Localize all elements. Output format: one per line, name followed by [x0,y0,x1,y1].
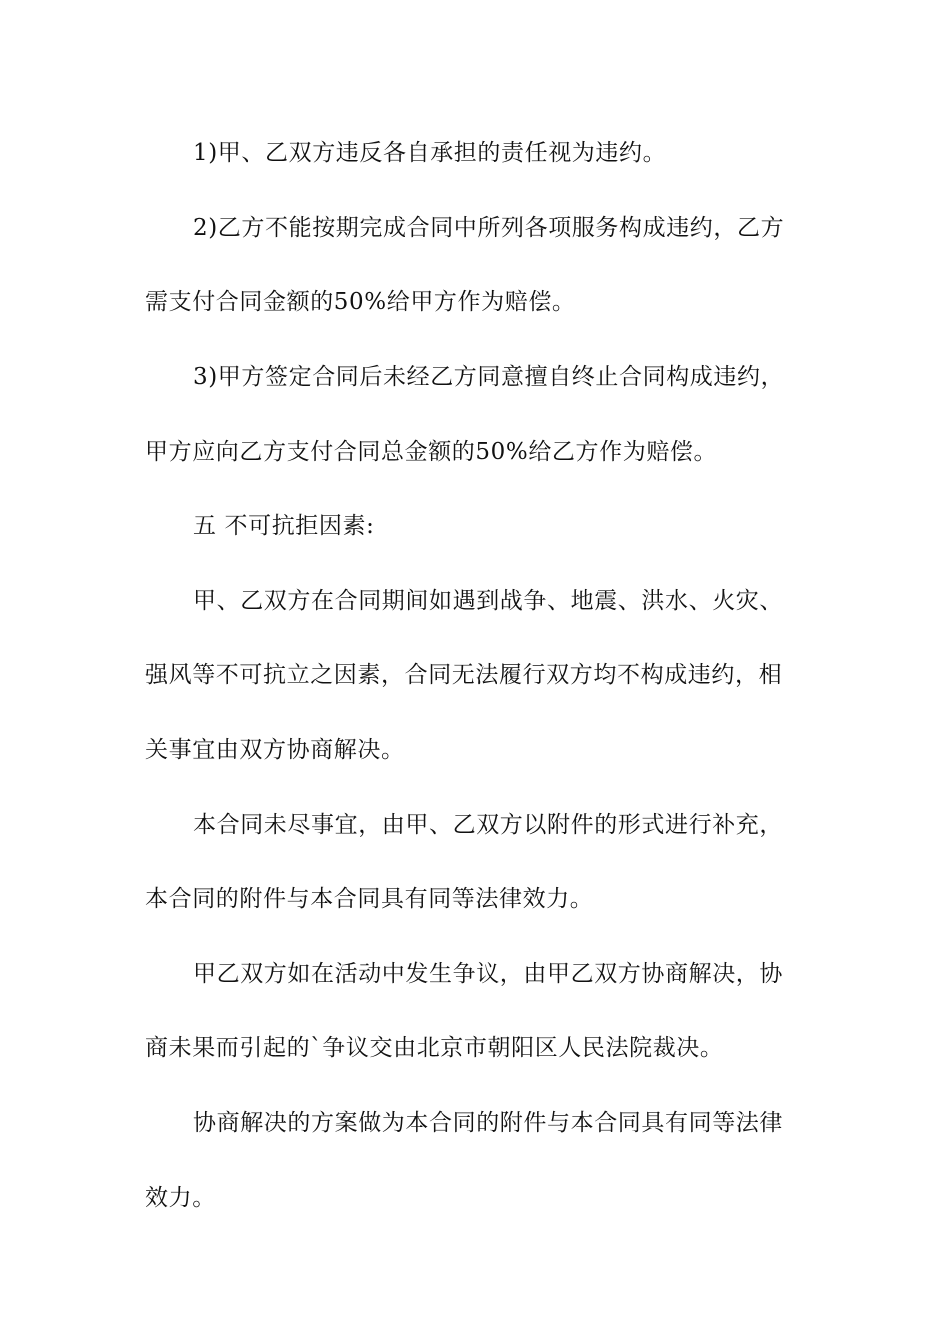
paragraph-5-line-3: 关事宜由双方协商解决。 [145,737,405,763]
paragraph-3-line-2: 甲方应向乙方支付合同总金额的50%给乙方作为赔偿。 [145,439,718,465]
paragraph-7-line-1: 甲乙双方如在活动中发生争议，由甲乙双方协商解决，协 [193,961,783,987]
paragraph-1-line-1: 1)甲、乙双方违反各自承担的责任视为违约。 [193,140,667,166]
paragraph-5-line-1: 甲、乙双方在合同期间如遇到战争、地震、洪水、火灾、 [193,588,783,614]
paragraph-8-line-1: 协商解决的方案做为本合同的附件与本合同具有同等法律 [193,1110,783,1136]
paragraph-7-line-2: 商未果而引起的`争议交由北京市朝阳区人民法院裁决。 [145,1035,724,1061]
paragraph-6-line-1: 本合同未尽事宜，由甲、乙双方以附件的形式进行补充， [193,812,783,838]
paragraph-2-line-2: 需支付合同金额的50%给甲方作为赔偿。 [145,289,576,315]
paragraph-2-line-1: 2)乙方不能按期完成合同中所列各项服务构成违约，乙方 [193,215,785,241]
paragraph-6-line-2: 本合同的附件与本合同具有同等法律效力。 [145,886,594,912]
section-heading: 五 不可抗拒因素: [193,513,375,539]
paragraph-3-line-1: 3)甲方签定合同后未经乙方同意擅自终止合同构成违约， [193,364,785,390]
paragraph-8-line-2: 效力。 [145,1185,216,1211]
paragraph-5-line-2: 强风等不可抗立之因素，合同无法履行双方均不构成违约，相 [145,662,783,688]
